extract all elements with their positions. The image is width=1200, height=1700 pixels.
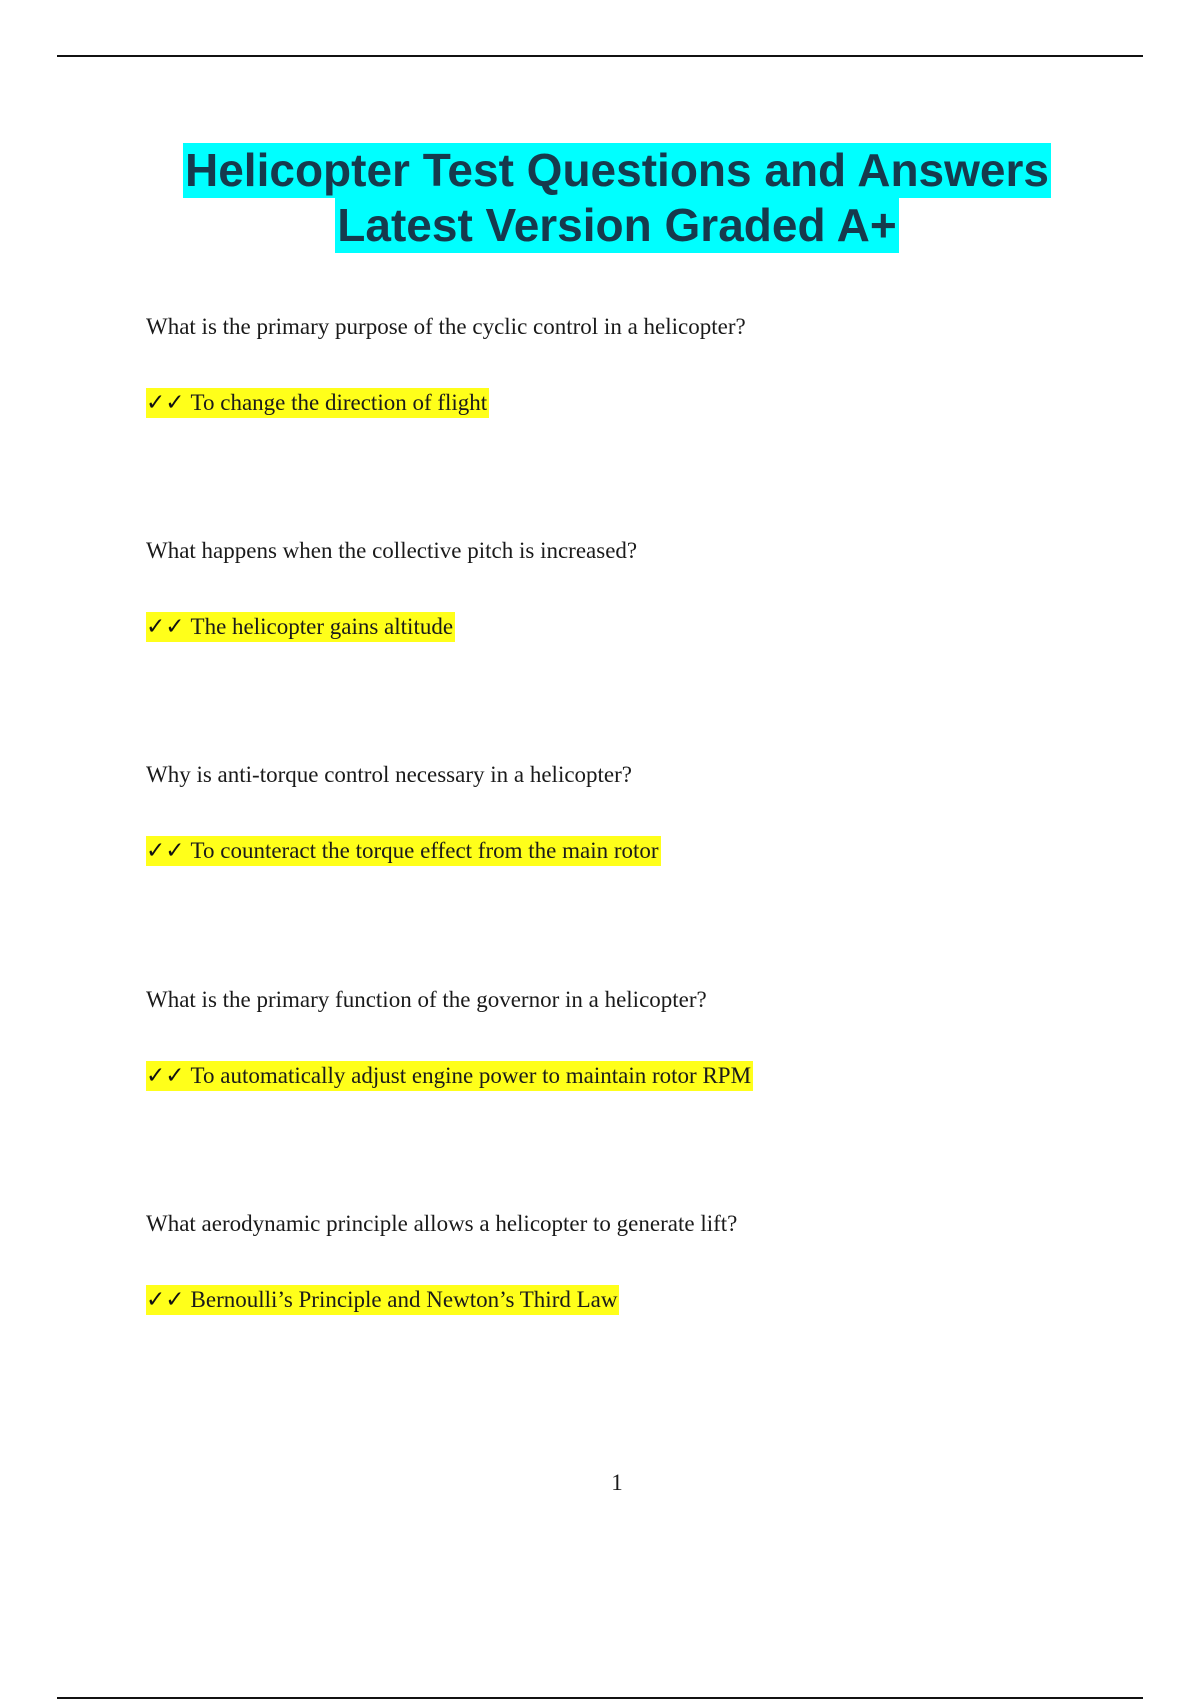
double-check-icon: ✓✓	[146, 1287, 185, 1313]
qa-item	[146, 312, 1106, 418]
answer-text: Bernoulli’s Principle and Newton’s Third Law	[190, 1287, 618, 1312]
answer-text: To change the direction of flight	[190, 390, 488, 415]
answer-text: To counteract the torque effect from the main rotor	[190, 838, 659, 863]
answer-row	[146, 1285, 1106, 1315]
title-line-2: Latest Version Graded A+	[337, 199, 897, 251]
question-text: What is the primary function of the governor in a helicopter?	[146, 987, 707, 1012]
question-text: What happens when the collective pitch is increased?	[146, 538, 638, 563]
answer-highlight	[146, 612, 455, 642]
qa-item	[146, 536, 1106, 642]
answer-highlight	[146, 1061, 753, 1091]
question-text: What aerodynamic principle allows a helicopter to generate lift?	[146, 1211, 738, 1236]
double-check-icon: ✓✓	[146, 1063, 185, 1089]
title-line-1: Helicopter Test Questions and Answers	[185, 144, 1049, 196]
double-check-icon: ✓✓	[146, 390, 185, 416]
qa-item	[146, 1209, 1106, 1315]
qa-item	[146, 985, 1106, 1091]
double-check-icon: ✓✓	[146, 838, 185, 864]
answer-highlight	[146, 388, 489, 418]
header-rule	[57, 55, 1143, 57]
question-text: Why is anti-torque control necessary in a helicopter?	[146, 762, 633, 787]
answer-text: The helicopter gains altitude	[190, 614, 454, 639]
page-number: 1	[611, 1470, 623, 1495]
answer-highlight	[146, 1285, 619, 1315]
answer-row	[146, 1061, 1106, 1091]
answer-highlight	[146, 836, 661, 866]
document-title	[0, 143, 1200, 253]
double-check-icon: ✓✓	[146, 614, 185, 640]
answer-row	[146, 388, 1106, 418]
qa-item	[146, 760, 1106, 866]
question-text: What is the primary purpose of the cyclic control in a helicopter?	[146, 314, 746, 339]
footer-rule	[57, 1697, 1143, 1699]
answer-row	[146, 836, 1106, 866]
answer-text: To automatically adjust engine power to maintain rotor RPM	[190, 1063, 752, 1088]
answer-row	[146, 612, 1106, 642]
